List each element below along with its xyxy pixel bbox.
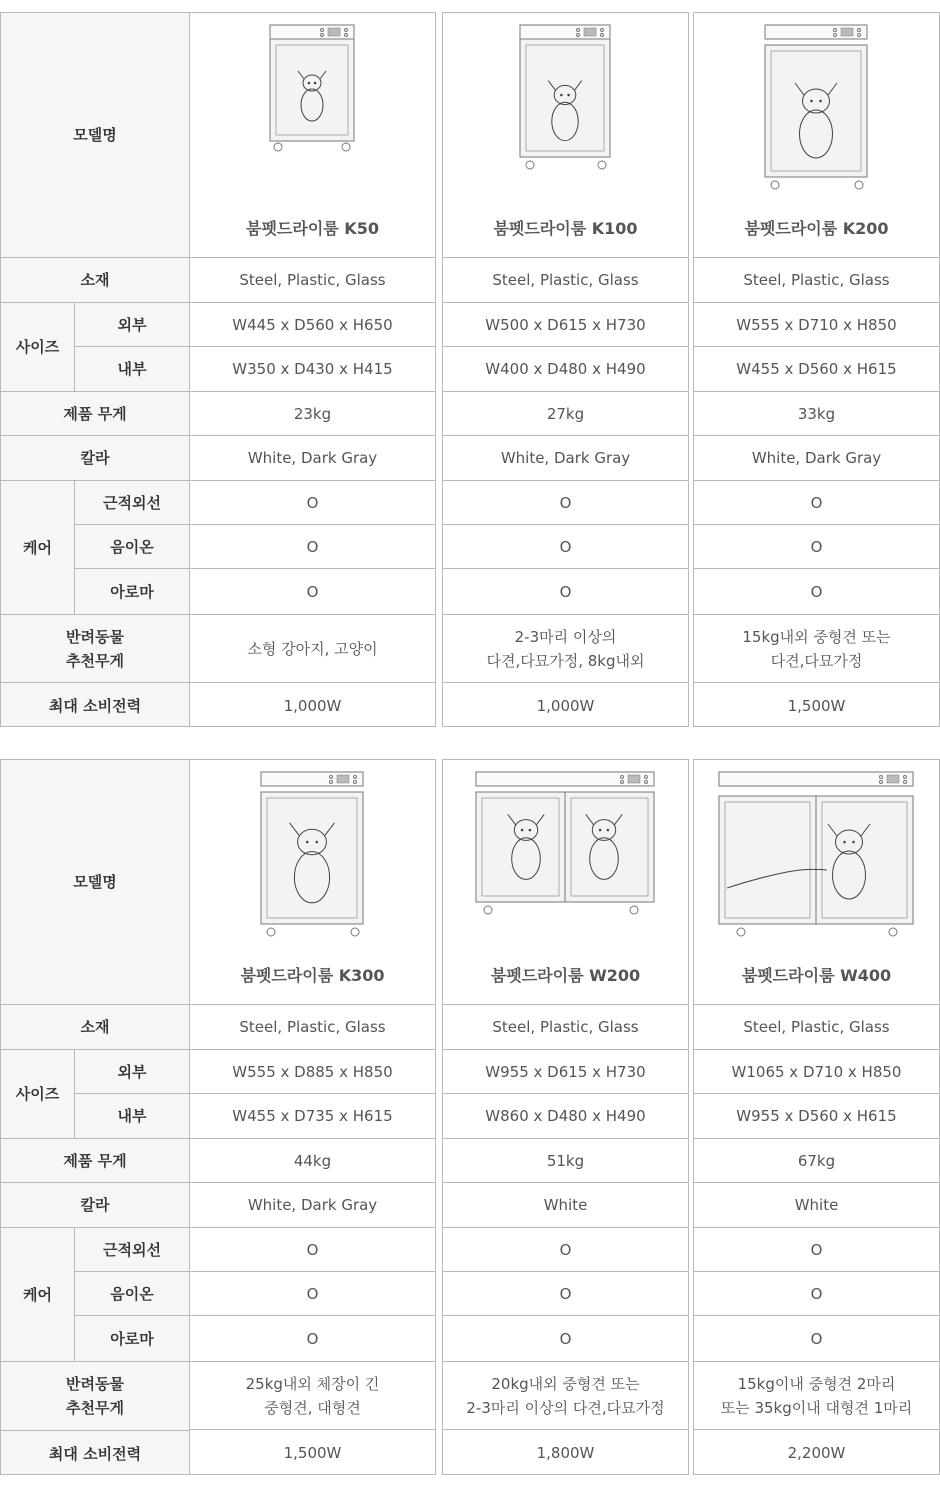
- inner-size-cell: W455 x D735 x H615: [190, 1094, 435, 1139]
- outer-size-cell: W555 x D710 x H850: [694, 303, 939, 347]
- weight-cell: 67kg: [694, 1139, 939, 1183]
- care-group: [1, 481, 189, 615]
- product-column-k100: [442, 12, 689, 727]
- label-care: 케어: [1, 1228, 75, 1361]
- care-ir-cell: O: [190, 1228, 435, 1272]
- care-aroma-cell: O: [443, 569, 688, 615]
- inner-size-cell: W955 x D560 x H615: [694, 1094, 939, 1139]
- label-power: 최대 소비전력: [48, 1444, 142, 1463]
- material-cell: Steel, Plastic, Glass: [694, 1005, 939, 1050]
- model-name: 붐펫드라이룸 W400: [741, 966, 892, 985]
- model-name: 붐펫드라이룸 K100: [493, 219, 638, 238]
- product-column-w400: [693, 759, 940, 1475]
- color-cell: White: [443, 1183, 688, 1228]
- power-cell: 1,500W: [283, 1443, 342, 1462]
- outer-size-cell: W500 x D615 x H730: [443, 303, 688, 347]
- model-name: 붐펫드라이룸 W200: [490, 966, 641, 985]
- label-care-ion: 음이온: [75, 525, 189, 569]
- care-ir-cell: O: [190, 481, 435, 525]
- outer-size-cell: W1065 x D710 x H850: [694, 1050, 939, 1094]
- model-cell: [694, 760, 939, 1005]
- material-cell: Steel, Plastic, Glass: [190, 258, 435, 303]
- model-cell: [443, 760, 688, 1005]
- label-weight: 제품 무게: [1, 392, 189, 436]
- care-group: [1, 1228, 189, 1362]
- model-cell: [190, 13, 435, 258]
- dryer-illustration: [443, 770, 688, 916]
- pet-cell: 15kg내외 중형견 또는 다견,다묘가정: [694, 615, 939, 683]
- care-aroma-cell: O: [694, 1316, 939, 1362]
- inner-size-cell: W400 x D480 x H490: [443, 347, 688, 392]
- material-cell: Steel, Plastic, Glass: [443, 258, 688, 303]
- power-cell: 1,000W: [536, 696, 595, 715]
- power-cell: 1,000W: [283, 696, 342, 715]
- label-model: 모델명: [1, 13, 189, 258]
- pet-cell: 20kg내외 중형견 또는 2-3마리 이상의 다견,다묘가정: [443, 1362, 688, 1430]
- model-cell: [190, 760, 435, 1005]
- material-cell: Steel, Plastic, Glass: [694, 258, 939, 303]
- outer-size-cell: W955 x D615 x H730: [443, 1050, 688, 1094]
- model-cell: [443, 13, 688, 258]
- label-outer: 외부: [75, 1050, 189, 1094]
- label-material: 소재: [1, 258, 189, 303]
- care-ion-cell: O: [443, 1272, 688, 1316]
- care-ir-cell: O: [443, 481, 688, 525]
- dryer-illustration: [694, 770, 939, 938]
- label-size: 사이즈: [1, 303, 75, 391]
- weight-cell: 23kg: [190, 392, 435, 436]
- label-care: 케어: [1, 481, 75, 614]
- label-care-aroma: 아로마: [110, 582, 154, 601]
- care-ion-cell: O: [694, 1272, 939, 1316]
- label-inner: 내부: [117, 360, 147, 378]
- label-material: 소재: [1, 1005, 189, 1050]
- inner-size-cell: W860 x D480 x H490: [443, 1094, 688, 1139]
- product-column-k200: [693, 12, 940, 727]
- color-cell: White, Dark Gray: [190, 436, 435, 481]
- label-inner: 내부: [117, 1107, 147, 1125]
- pet-cell: 15kg이내 중형견 2마리 또는 35kg이내 대형견 1마리: [694, 1362, 939, 1430]
- color-cell: White: [694, 1183, 939, 1228]
- care-ion-cell: O: [190, 1272, 435, 1316]
- pet-cell: 2-3마리 이상의 다견,다묘가정, 8kg내외: [443, 615, 688, 683]
- care-ir-cell: O: [694, 1228, 939, 1272]
- material-cell: Steel, Plastic, Glass: [190, 1005, 435, 1050]
- care-ion-cell: O: [190, 525, 435, 569]
- care-ion-cell: O: [694, 525, 939, 569]
- product-column-k300: [189, 759, 436, 1475]
- model-cell: [694, 13, 939, 258]
- size-group: [1, 303, 189, 392]
- label-color: 칼라: [1, 1183, 189, 1228]
- outer-size-cell: W555 x D885 x H850: [190, 1050, 435, 1094]
- power-cell: 2,200W: [787, 1443, 846, 1462]
- color-cell: White, Dark Gray: [443, 436, 688, 481]
- product-column-k50: [189, 12, 436, 727]
- care-ir-cell: O: [694, 481, 939, 525]
- row-header-column: [0, 12, 190, 727]
- weight-cell: 44kg: [190, 1139, 435, 1183]
- dryer-illustration: [190, 770, 435, 938]
- model-name: 붐펫드라이룸 K50: [246, 219, 379, 238]
- spec-table-2: [0, 759, 940, 1475]
- material-cell: Steel, Plastic, Glass: [443, 1005, 688, 1050]
- pet-cell: 소형 강아지, 고양이: [190, 615, 435, 683]
- dryer-illustration: [190, 23, 435, 153]
- label-size: 사이즈: [1, 1050, 75, 1138]
- weight-cell: 51kg: [443, 1139, 688, 1183]
- care-aroma-cell: O: [190, 569, 435, 615]
- power-cell: 1,800W: [536, 1443, 595, 1462]
- dryer-illustration: [443, 23, 688, 171]
- spec-table-1: [0, 12, 940, 727]
- label-pet: 반려동물 추천무게: [1, 615, 189, 683]
- model-name: 붐펫드라이룸 K300: [240, 966, 385, 985]
- product-column-w200: [442, 759, 689, 1475]
- weight-cell: 27kg: [443, 392, 688, 436]
- color-cell: White, Dark Gray: [190, 1183, 435, 1228]
- label-pet: 반려동물 추천무게: [1, 1362, 189, 1431]
- power-cell: 1,500W: [787, 696, 846, 715]
- size-group: [1, 1050, 189, 1139]
- label-weight: 제품 무게: [1, 1139, 189, 1183]
- inner-size-cell: W455 x D560 x H615: [694, 347, 939, 392]
- label-color: 칼라: [1, 436, 189, 481]
- care-ir-cell: O: [443, 1228, 688, 1272]
- care-aroma-cell: O: [443, 1316, 688, 1362]
- label-outer: 외부: [75, 303, 189, 347]
- pet-cell: 25kg내외 체장이 긴 중형견, 대형견: [190, 1362, 435, 1430]
- dryer-illustration: [694, 23, 939, 191]
- label-care-ion: 음이온: [75, 1272, 189, 1316]
- label-care-ir: 근적외선: [75, 481, 189, 525]
- label-model: 모델명: [1, 760, 189, 1005]
- inner-size-cell: W350 x D430 x H415: [190, 347, 435, 392]
- care-aroma-cell: O: [190, 1316, 435, 1362]
- label-care-aroma: 아로마: [110, 1329, 154, 1348]
- label-care-ir: 근적외선: [75, 1228, 189, 1272]
- row-header-column: [0, 759, 190, 1475]
- color-cell: White, Dark Gray: [694, 436, 939, 481]
- care-aroma-cell: O: [694, 569, 939, 615]
- model-name: 붐펫드라이룸 K200: [744, 219, 889, 238]
- care-ion-cell: O: [443, 525, 688, 569]
- outer-size-cell: W445 x D560 x H650: [190, 303, 435, 347]
- label-power: 최대 소비전력: [48, 696, 142, 715]
- weight-cell: 33kg: [694, 392, 939, 436]
